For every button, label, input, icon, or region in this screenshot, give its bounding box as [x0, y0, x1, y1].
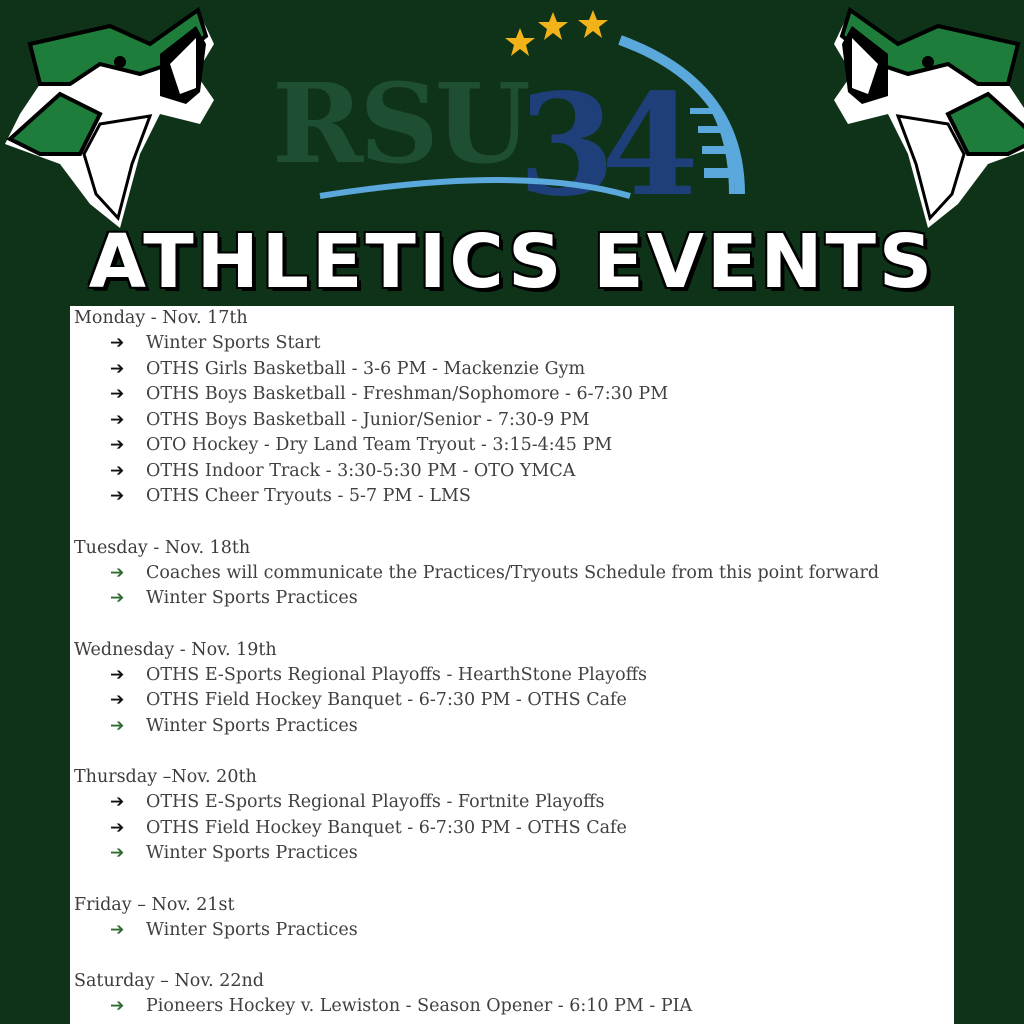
arrow-icon: ➔	[110, 409, 125, 430]
list-item	[70, 663, 954, 689]
event-text: OTHS Field Hockey Banquet - 6-7:30 PM - OTHS Cafe	[146, 690, 627, 710]
day-title: Tuesday - Nov. 18th	[74, 537, 251, 558]
arrow-icon: ➔	[110, 843, 125, 863]
arrow-icon: ➔	[110, 715, 125, 736]
logo-brand-text: RSU	[272, 59, 527, 188]
arrow-icon: ➔	[110, 562, 125, 583]
list-item	[70, 433, 954, 459]
day-thursday	[70, 765, 954, 867]
logo-number-text: 34	[518, 64, 685, 204]
arrow-icon: ➔	[110, 792, 125, 812]
day-saturday	[70, 969, 954, 1020]
arrow-icon: ➔	[110, 919, 125, 940]
event-text: Winter Sports Practices	[146, 588, 358, 608]
day-tuesday	[70, 536, 954, 612]
event-text: Winter Sports Practices	[146, 715, 358, 736]
day-friday	[70, 893, 954, 944]
arrow-icon: ➔	[110, 588, 125, 608]
event-text: OTHS E-Sports Regional Playoffs - HearthStone Playoffs	[146, 664, 648, 685]
arrow-icon: ➔	[110, 690, 125, 710]
list-item	[70, 357, 954, 383]
arrow-icon: ➔	[110, 384, 125, 404]
events-panel	[70, 306, 954, 1024]
rsu34-logo	[270, 4, 760, 204]
day-title: Wednesday - Nov. 19th	[74, 639, 277, 660]
list-item	[70, 816, 954, 842]
arrow-icon: ➔	[110, 435, 125, 455]
arrow-icon: ➔	[110, 486, 125, 506]
list-item	[70, 714, 954, 740]
arrow-icon: ➔	[110, 460, 125, 481]
event-text: OTHS Cheer Tryouts - 5-7 PM - LMS	[146, 486, 471, 506]
list-item	[70, 790, 954, 816]
list-item	[70, 331, 954, 357]
day-title: Friday – Nov. 21st	[74, 894, 235, 915]
day-monday	[70, 306, 954, 510]
day-title: Saturday – Nov. 22nd	[74, 971, 265, 991]
arrow-icon: ➔	[110, 664, 125, 685]
coyote-mascot-right-icon	[828, 4, 1024, 230]
event-text: OTHS Indoor Track - 3:30-5:30 PM - OTO YMCA	[146, 460, 576, 481]
list-item	[70, 994, 954, 1020]
list-item	[70, 688, 954, 714]
list-item	[70, 841, 954, 867]
list-item	[70, 918, 954, 944]
list-item	[70, 382, 954, 408]
arrow-icon: ➔	[110, 333, 125, 353]
event-text: OTHS Boys Basketball - Junior/Senior - 7:30-9 PM	[146, 409, 590, 430]
event-text: Winter Sports Practices	[146, 919, 358, 940]
event-text: Winter Sports Practices	[146, 843, 358, 863]
event-text: Winter Sports Start	[146, 333, 321, 353]
list-item	[70, 586, 954, 612]
day-title: Monday - Nov. 17th	[74, 308, 248, 328]
coyote-mascot-left-icon	[0, 4, 220, 230]
event-text: OTHS Boys Basketball - Freshman/Sophomore - 6-7:30 PM	[146, 384, 669, 404]
page-title: ATHLETICS EVENTS	[88, 219, 936, 305]
logo-star-icon	[505, 28, 535, 56]
event-text: OTO Hockey - Dry Land Team Tryout - 3:15-4:45 PM	[146, 435, 613, 455]
arrow-icon: ➔	[110, 358, 125, 379]
arrow-icon: ➔	[110, 817, 125, 838]
arrow-icon: ➔	[110, 996, 125, 1016]
list-item	[70, 484, 954, 510]
logo-star-icon	[538, 12, 568, 40]
logo-star-icon	[578, 10, 608, 38]
event-text: OTHS E-Sports Regional Playoffs - Fortnite Playoffs	[146, 792, 605, 812]
list-item	[70, 408, 954, 434]
event-text: Pioneers Hockey v. Lewiston - Season Opener - 6:10 PM - PIA	[146, 996, 693, 1016]
event-text: OTHS Field Hockey Banquet - 6-7:30 PM - OTHS Cafe	[146, 817, 627, 838]
list-item	[70, 561, 954, 587]
event-text: OTHS Girls Basketball - 3-6 PM - Mackenzie Gym	[146, 358, 586, 379]
day-wednesday	[70, 638, 954, 740]
event-text: Coaches will communicate the Practices/Tryouts Schedule from this point forward	[146, 562, 880, 583]
day-title: Thursday –Nov. 20th	[74, 767, 257, 787]
list-item	[70, 459, 954, 485]
